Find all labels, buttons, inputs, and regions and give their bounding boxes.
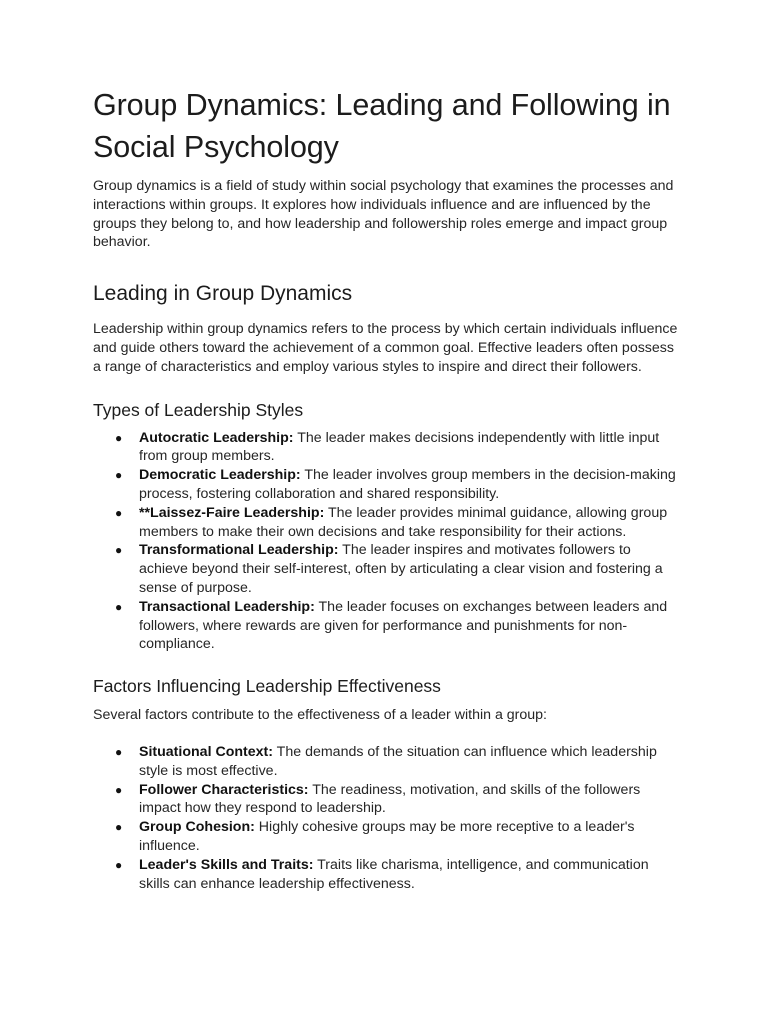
document-page: [93, 84, 683, 893]
list-item: [93, 598, 683, 654]
leadership-styles-list: [93, 429, 683, 655]
list-item-text: The leader makes decisions independently with little input from group members.: [139, 429, 660, 465]
heading-leading: Leading in Group Dynamics: [93, 282, 353, 306]
heading-leadership-styles: Types of Leadership Styles: [93, 399, 304, 420]
bullet-icon: ●: [115, 744, 123, 759]
list-item: [93, 856, 683, 894]
list-item: [93, 818, 683, 856]
heading-leadership-factors: Factors Influencing Leadership Effectiveness: [93, 676, 441, 697]
bullet-icon: ●: [115, 820, 123, 835]
list-item: [93, 743, 683, 781]
bullet-icon: ●: [115, 430, 123, 445]
list-item-term: Transformational Leadership:: [139, 542, 339, 559]
leading-paragraph: Leadership within group dynamics refers to the process by which certain individuals influence and guide others toward the achievement of a common goal. Effective leaders often possess a range of characteristics and employ various styles to inspire and direct their followers.: [93, 321, 678, 375]
list-item-term: Leader's Skills and Traits:: [139, 856, 314, 873]
list-item: [93, 429, 683, 467]
list-item-text: Traits like charisma, intelligence, and communication skills can enhance leadership effectiveness.: [139, 856, 649, 892]
list-item-term: Autocratic Leadership:: [139, 429, 294, 446]
bullet-icon: ●: [115, 505, 123, 520]
bullet-icon: ●: [115, 857, 123, 872]
bullet-icon: ●: [115, 782, 123, 797]
bullet-icon: ●: [115, 599, 123, 614]
list-item: [93, 504, 683, 542]
list-item-term: Democratic Leadership:: [139, 467, 301, 484]
factors-intro: Several factors contribute to the effectiveness of a leader within a group:: [93, 707, 547, 724]
list-item: [93, 466, 683, 504]
list-item-text: Highly cohesive groups may be more receptive to a leader's influence.: [139, 819, 635, 854]
list-item-text: The leader involves group members in the decision-making process, fostering collaboration and shared responsibility.: [139, 467, 676, 502]
list-item-term: **Laissez-Faire Leadership:: [139, 504, 325, 521]
list-item-text: The leader focuses on exchanges between leaders and followers, where rewards are given for performance and punishments for non-compliance.: [139, 598, 668, 653]
list-item-text: The readiness, motivation, and skills of the followers impact how they respond to leadership.: [139, 781, 641, 817]
list-item-text: The leader inspires and motivates followers to achieve beyond their self-interest, often by articulating a clear vision and fostering a sense of purpose.: [139, 542, 663, 596]
list-item-term: Situational Context:: [139, 743, 273, 760]
list-item-text: The demands of the situation can influence which leadership style is most effective.: [139, 743, 657, 779]
list-item-term: Group Cohesion:: [139, 819, 255, 836]
intro-paragraph: Group dynamics is a field of study within social psychology that examines the processes and interactions within groups. It explores how individuals influence and are influenced by the groups they belong to, and how leadership and followership roles emerge and impact group behavior.: [93, 178, 674, 251]
list-item-term: Transactional Leadership:: [139, 598, 315, 615]
bullet-icon: ●: [115, 543, 123, 558]
list-item: [93, 781, 683, 819]
list-item-text: The leader provides minimal guidance, allowing group members to make their own decisions and take responsibility for their actions.: [139, 504, 668, 540]
list-item: [93, 541, 683, 597]
list-item-term: Follower Characteristics:: [139, 781, 309, 798]
page-title: Group Dynamics: Leading and Following in Social Psychology: [93, 88, 671, 164]
leadership-factors-list: [93, 743, 683, 893]
bullet-icon: ●: [115, 468, 123, 483]
